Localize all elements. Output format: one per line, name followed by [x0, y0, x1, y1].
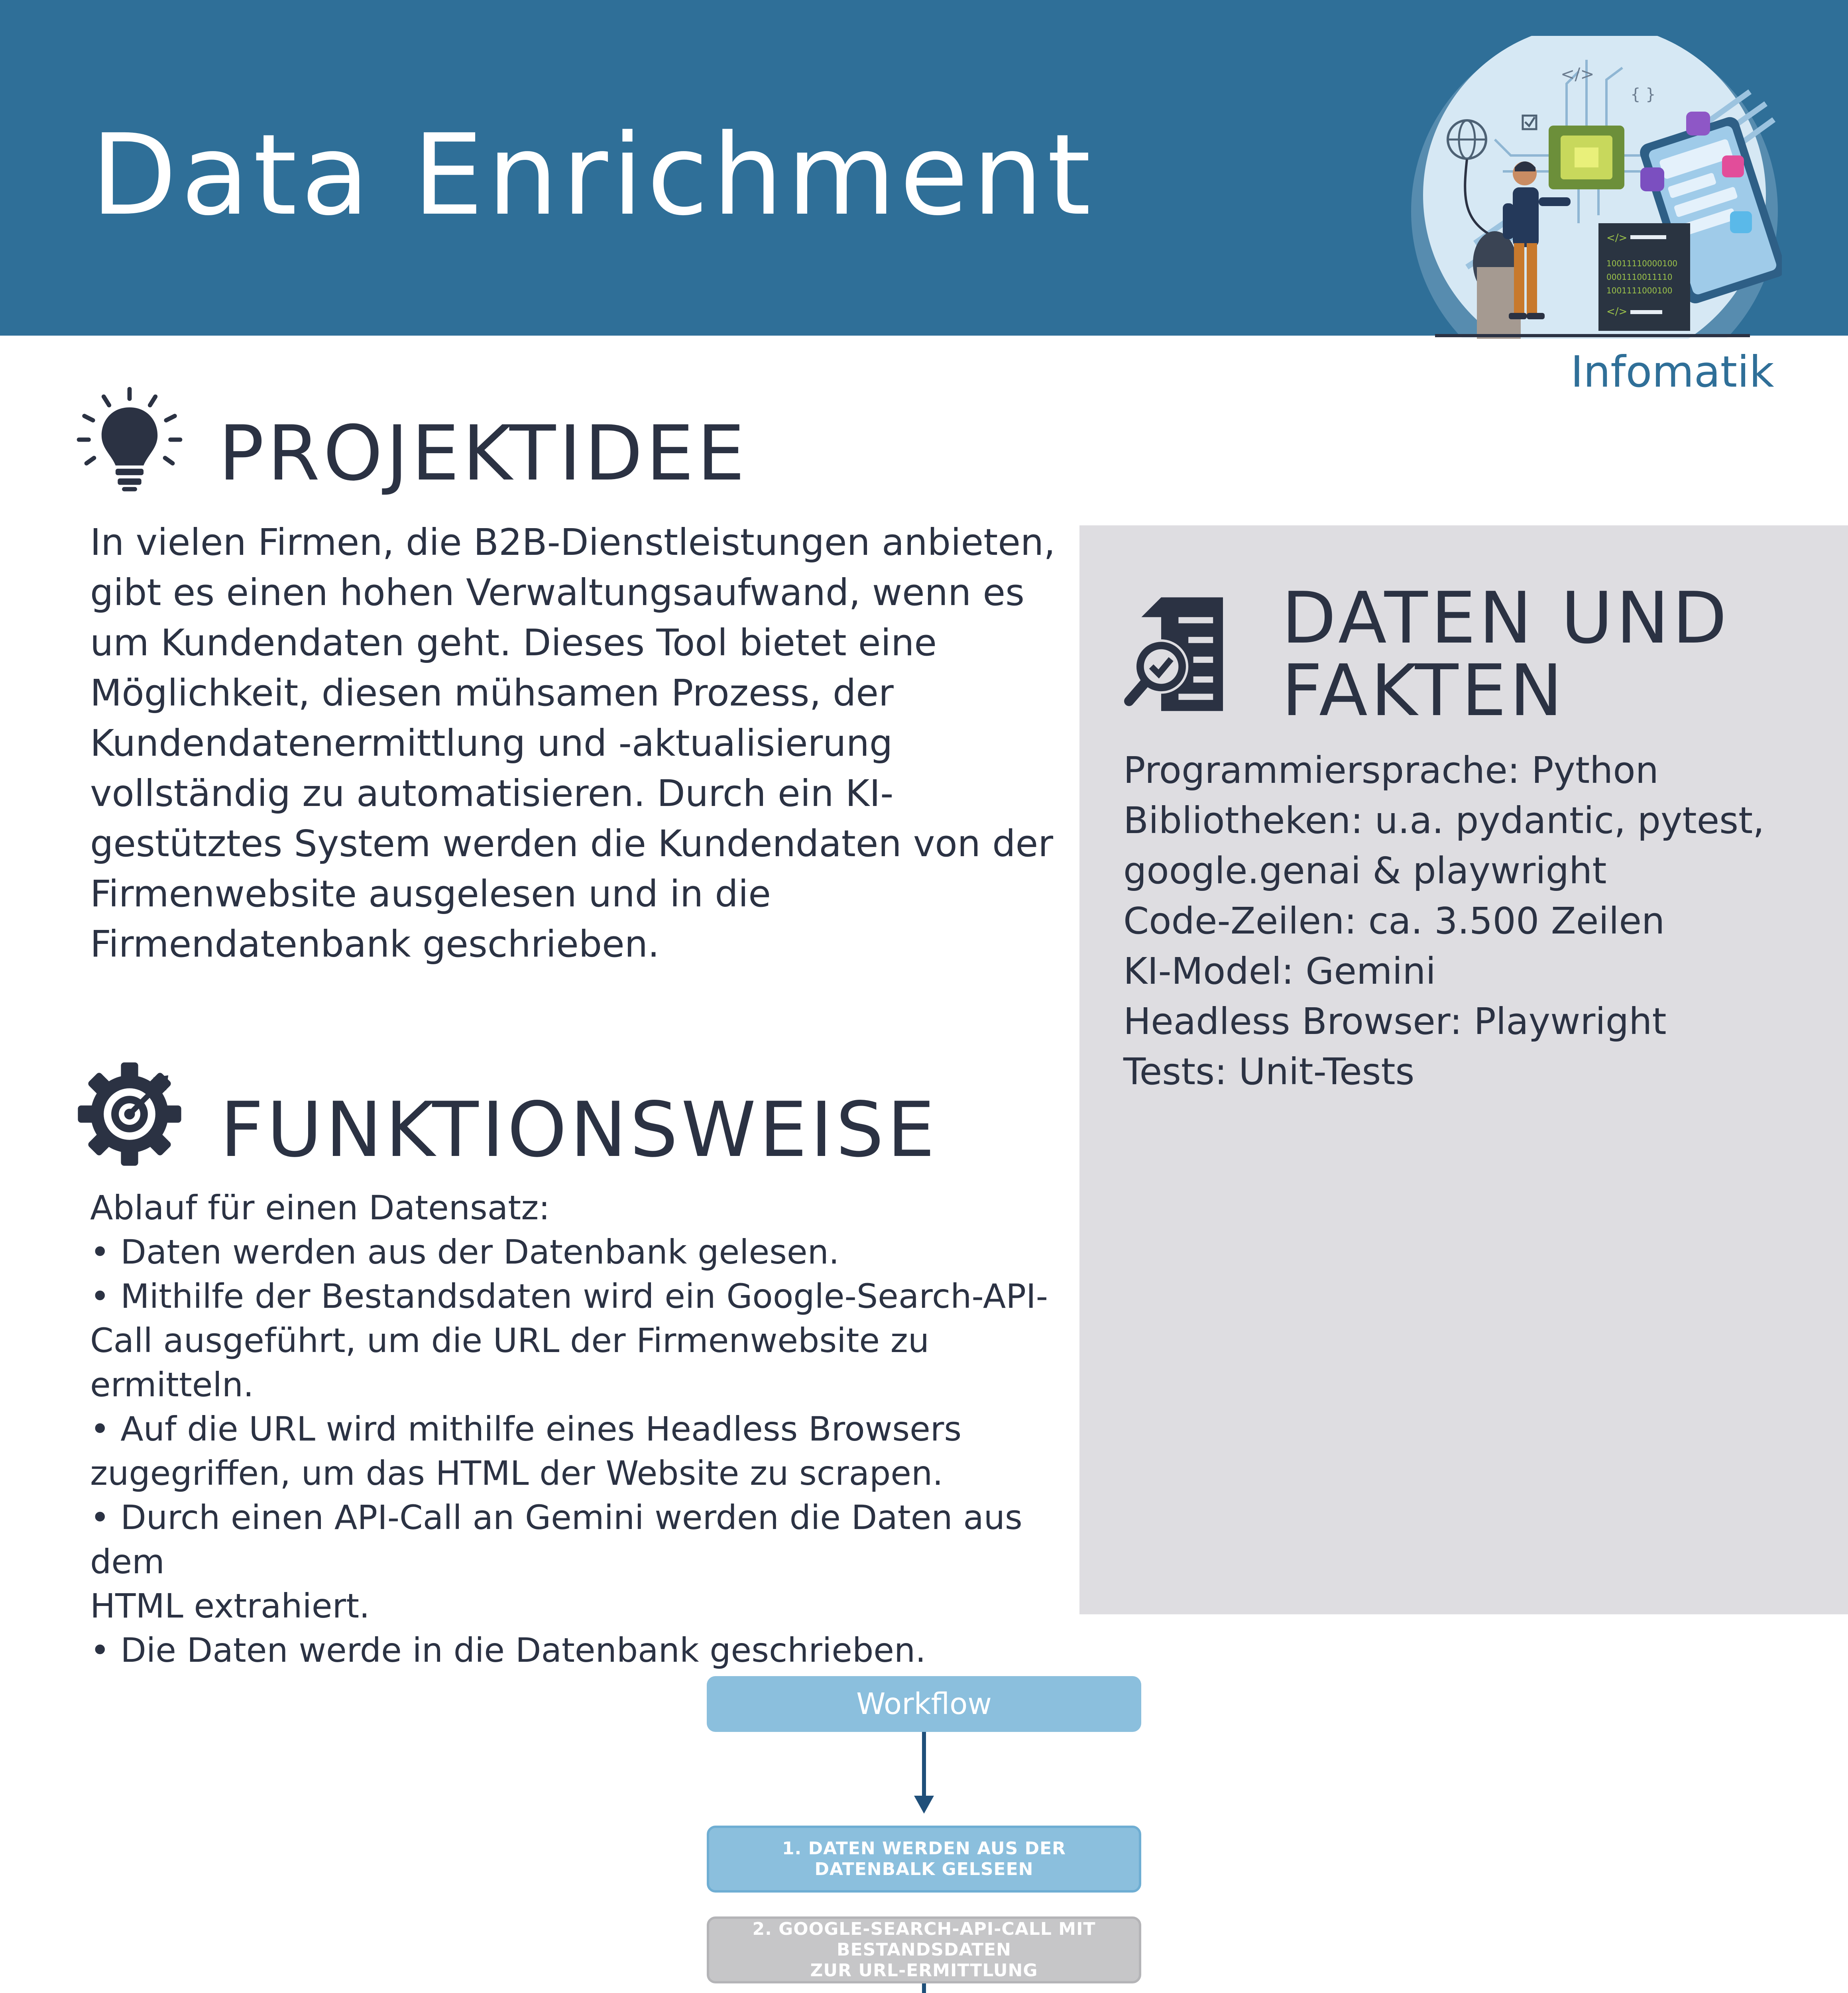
fact-item: Code-Zeilen: ca. 3.500 Zeilen — [1123, 900, 1665, 942]
projektidee-line: Kundendatenermittlung und -aktualisierung — [90, 722, 893, 765]
fact-item: Headless Browser: Playwright — [1123, 1000, 1667, 1043]
arrow-down-icon — [904, 1732, 944, 1816]
brace-tag-text: { } — [1630, 85, 1656, 104]
funktionsweise-heading: FUNKTIONSWEISE — [220, 1086, 938, 1174]
fact-item: KI-Model: Gemini — [1123, 950, 1436, 993]
funktionsweise-line: • Mithilfe der Bestandsdaten wird ein Google-Search-API- — [90, 1277, 1048, 1316]
funktionsweise-line: Call ausgeführt, um die URL der Firmenwebsite zu ermitteln. — [90, 1321, 930, 1404]
fact-item: Programmiersprache: Python — [1123, 749, 1659, 792]
lightbulb-icon — [76, 386, 183, 493]
facts-list — [1123, 745, 1764, 1097]
workflow-step-2-line2: ZUR URL-ERMITTLUNG — [810, 1960, 1038, 1981]
document-search-icon — [1124, 590, 1248, 713]
funktionsweise-line: • Auf die URL wird mithilfe eines Headless Browsers — [90, 1409, 962, 1449]
projektidee-line: um Kundendaten geht. Dieses Tool bietet eine — [90, 621, 937, 664]
hero-illustration — [1407, 36, 1782, 339]
fact-item: Bibliotheken: u.a. pydantic, pytest, — [1123, 799, 1765, 842]
projektidee-line: gestütztes System werden die Kundendaten von der — [90, 822, 1054, 865]
projektidee-text — [90, 517, 1071, 969]
funktionsweise-line: zugegriffen, um das HTML der Website zu scrapen. — [90, 1454, 943, 1493]
code-line-3: 1001111000100 — [1606, 286, 1673, 295]
svg-text:</>: </> — [1606, 306, 1628, 318]
facts-heading — [1282, 577, 1730, 732]
workflow-step-2-line1: 2. GOOGLE-SEARCH-API-CALL MIT BESTANDSDATEN — [752, 1919, 1096, 1960]
svg-text:</>: </> — [1606, 232, 1628, 244]
funktionsweise-line: Ablauf für einen Datensatz: — [90, 1188, 550, 1227]
projektidee-line: vollständig zu automatisieren. Durch ein KI- — [90, 772, 894, 815]
workflow-step-2 — [707, 1916, 1141, 1983]
projektidee-line: Firmendatenbank geschrieben. — [90, 923, 660, 965]
gear-target-icon — [76, 1060, 183, 1168]
facts-heading-line2: FAKTEN — [1282, 649, 1566, 732]
code-tag-text: </> — [1561, 64, 1594, 84]
funktionsweise-list — [90, 1186, 1063, 1673]
funktionsweise-line: • Daten werden aus der Datenbank gelesen. — [90, 1232, 839, 1272]
projektidee-heading: PROJEKTIDEE — [218, 409, 748, 497]
funktionsweise-line: • Die Daten werde in die Datenbank geschrieben. — [90, 1631, 926, 1670]
arrow-down-icon — [904, 1983, 944, 1993]
page-title: Data Enrichment — [91, 110, 1095, 240]
funktionsweise-line: • Durch einen API-Call an Gemini werden die Daten aus dem — [90, 1498, 1022, 1581]
projektidee-line: In vielen Firmen, die B2B-Dienstleistungen anbieten, — [90, 521, 1056, 564]
projektidee-line: Möglichkeit, diesen mühsamen Prozess, der — [90, 672, 894, 714]
code-line-2: 0001110011110 — [1606, 272, 1673, 282]
funktionsweise-line: HTML extrahiert. — [90, 1586, 370, 1625]
projektidee-line: Firmenwebsite ausgelesen und in die — [90, 873, 771, 915]
workflow-step-1: 1. DATEN WERDEN AUS DER DATENBALK GELSEEN — [707, 1826, 1141, 1893]
facts-heading-line1: DATEN UND — [1282, 577, 1730, 659]
fact-item: google.genai & playwright — [1123, 849, 1607, 892]
code-line-1: 10011110000100 — [1606, 259, 1678, 268]
projektidee-line: gibt es einen hohen Verwaltungsaufwand, wenn es — [90, 571, 1025, 614]
workflow-title: Workflow — [707, 1676, 1141, 1732]
fact-item: Tests: Unit-Tests — [1123, 1050, 1415, 1093]
brand-logo: Infomatik — [1571, 347, 1774, 397]
